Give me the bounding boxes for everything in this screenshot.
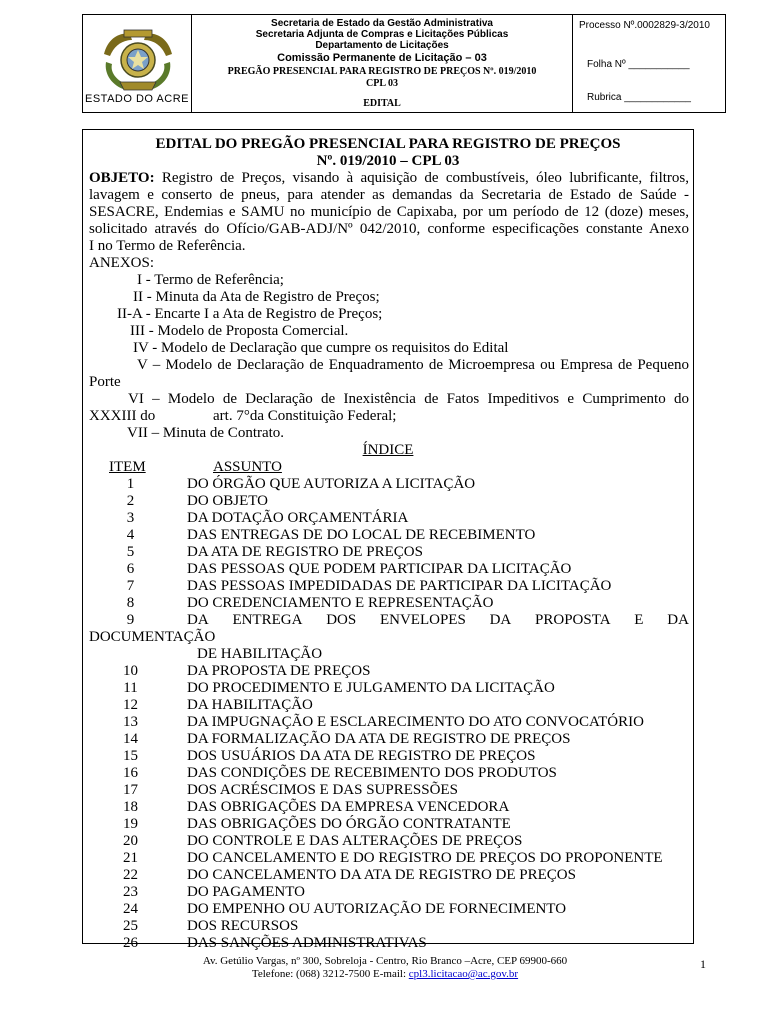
row-word: DOS xyxy=(326,612,357,628)
table-row xyxy=(83,748,693,765)
header-departamento: Departamento de Licitações xyxy=(315,40,449,51)
table-row xyxy=(83,595,693,612)
header-right-box xyxy=(572,14,726,113)
row-subject: DO ÓRGÃO QUE AUTORIZA A LICITAÇÃO xyxy=(187,476,476,492)
row-subject: DA FORMALIZAÇÃO DA ATA DE REGISTRO DE PREÇOS xyxy=(187,731,571,747)
row-number: 20 xyxy=(123,833,138,849)
edital-title: EDITAL DO PREGÃO PRESENCIAL PARA REGISTRO DE PREÇOS xyxy=(155,136,621,152)
row-subject: DAS OBRIGAÇÕES DA EMPRESA VENCEDORA xyxy=(187,799,510,815)
row-number: 19 xyxy=(123,816,138,832)
objeto-line-4: solicitado através do Ofício/GAB-ADJ/Nº 042/2010, conforme especificações constante Anexo xyxy=(89,221,689,237)
rubrica-field: Rubrica ____________ xyxy=(587,92,691,103)
table-row xyxy=(83,731,693,748)
anexo-item: IV - Modelo de Declaração que cumpre os requisitos do Edital xyxy=(133,340,509,356)
row-continuation: DE HABILITAÇÃO xyxy=(197,646,323,662)
row-subject: DO EMPENHO OU AUTORIZAÇÃO DE FORNECIMENTO xyxy=(187,901,567,917)
row-subject: DO PAGAMENTO xyxy=(187,884,305,900)
header-secretaria: Secretaria de Estado da Gestão Administrativa xyxy=(271,18,493,29)
edital-number: Nº. 019/2010 – CPL 03 xyxy=(316,153,460,169)
row-number: 23 xyxy=(123,884,138,900)
anexo-item-continuation: Porte xyxy=(89,374,121,390)
row-number: 26 xyxy=(123,935,138,951)
row-number: 5 xyxy=(126,544,135,560)
footer xyxy=(0,955,770,981)
row-subject: DO CONTROLE E DAS ALTERAÇÕES DE PREÇOS xyxy=(187,833,523,849)
indice-col-assunto: ASSUNTO xyxy=(213,459,282,475)
row-word: PROPOSTA xyxy=(535,612,611,628)
header-pregao: PREGÃO PRESENCIAL PARA REGISTRO DE PREÇOS Nº. 019/2010 xyxy=(227,66,537,77)
anexo-item-continuation: art. 7°da Constituição Federal; xyxy=(213,408,397,424)
header-edital: EDITAL xyxy=(363,98,401,109)
anexo-item: II-A - Encarte I a Ata de Registro de Preços; xyxy=(117,306,383,322)
row-subject: DAS OBRIGAÇÕES DO ÓRGÃO CONTRATANTE xyxy=(187,816,511,832)
row-number: 10 xyxy=(123,663,138,679)
row-subject: DO PROCEDIMENTO E JULGAMENTO DA LICITAÇÃO xyxy=(187,680,555,696)
row-number: 15 xyxy=(123,748,138,764)
table-row xyxy=(83,510,693,527)
header-logo-box xyxy=(82,14,192,113)
row-subject: DA PROPOSTA DE PREÇOS xyxy=(187,663,371,679)
row-subject: DOS ACRÉSCIMOS E DAS SUPRESSÕES xyxy=(187,782,458,798)
table-row xyxy=(83,850,693,867)
row-number: 21 xyxy=(123,850,138,866)
table-row xyxy=(83,612,693,629)
anexo-item: VI – Modelo de Declaração de Inexistência de Fatos Impeditivos e Cumprimento do xyxy=(128,391,689,407)
table-row xyxy=(83,867,693,884)
processo-number: Processo Nº.0002829-3/2010 xyxy=(579,20,710,31)
row-subject: DO CANCELAMENTO E DO REGISTRO DE PREÇOS DO PROPONENTE xyxy=(187,850,663,866)
row-number: 7 xyxy=(126,578,135,594)
row-subject: DA DOTAÇÃO ORÇAMENTÁRIA xyxy=(187,510,409,526)
row-word: ENVELOPES xyxy=(379,612,466,628)
row-number: 3 xyxy=(126,510,135,526)
table-row xyxy=(83,561,693,578)
row-subject: DA IMPUGNAÇÃO E ESCLARECIMENTO DO ATO CONVOCATÓRIO xyxy=(187,714,644,730)
objeto-line-2: lavagem e conserto de pneus, para atender as demandas da Secretaria de Estado de Saúde - xyxy=(89,187,689,203)
table-row xyxy=(83,544,693,561)
row-subject: DA HABILITAÇÃO xyxy=(187,697,313,713)
header-secretaria-adjunta: Secretaria Adjunta de Compras e Licitações Públicas xyxy=(255,29,509,40)
anexos-label: ANEXOS: xyxy=(89,255,155,271)
row-number: 8 xyxy=(126,595,135,611)
table-row xyxy=(83,578,693,595)
header-comissao: Comissão Permanente de Licitação – 03 xyxy=(277,52,487,64)
table-row xyxy=(83,799,693,816)
table-row xyxy=(83,816,693,833)
table-row xyxy=(83,833,693,850)
row-word: DA xyxy=(667,612,689,628)
table-row xyxy=(83,901,693,918)
edital-body xyxy=(82,129,694,951)
table-row xyxy=(83,527,693,544)
anexo-item: II - Minuta da Ata de Registro de Preços; xyxy=(133,289,380,305)
table-row xyxy=(83,884,693,901)
row-number: 16 xyxy=(123,765,138,781)
row-word: DA xyxy=(489,612,512,628)
table-row xyxy=(83,493,693,510)
row-number: 12 xyxy=(123,697,138,713)
email-link[interactable]: cpl3.licitacao@ac.gov.br xyxy=(408,968,519,980)
row-word: DA xyxy=(187,612,209,628)
row-number: 11 xyxy=(123,680,138,696)
row-number: 6 xyxy=(126,561,135,577)
objeto-line-5: I no Termo de Referência. xyxy=(89,238,246,254)
row-subject: DO CANCELAMENTO DA ATA DE REGISTRO DE PREÇOS xyxy=(187,867,576,883)
table-row xyxy=(83,765,693,782)
row-number: 18 xyxy=(123,799,138,815)
row-number: 14 xyxy=(123,731,138,747)
table-row xyxy=(83,935,693,952)
table-row xyxy=(83,918,693,935)
row-subject: DA ATA DE REGISTRO DE PREÇOS xyxy=(187,544,423,560)
folha-field: Folha Nº ___________ xyxy=(587,59,690,70)
table-row xyxy=(83,680,693,697)
row-subject: DAS PESSOAS QUE PODEM PARTICIPAR DA LICITAÇÃO xyxy=(187,561,572,577)
row-word: ENTREGA xyxy=(232,612,303,628)
anexo-item: III - Modelo de Proposta Comercial. xyxy=(130,323,349,339)
row-number: 17 xyxy=(123,782,138,798)
row-subject: DAS PESSOAS IMPEDIDADAS DE PARTICIPAR DA LICITAÇÃO xyxy=(187,578,612,594)
header-center-box xyxy=(191,14,573,113)
page-number: 1 xyxy=(700,957,706,971)
table-row xyxy=(83,476,693,493)
state-label: ESTADO DO ACRE xyxy=(85,93,189,105)
row-subject: DO CREDENCIAMENTO E REPRESENTAÇÃO xyxy=(187,595,494,611)
footer-contact: Telefone: (068) 3212-7500 E-mail: cpl3.licitacao@ac.gov.br xyxy=(251,968,519,980)
header-cpl: CPL 03 xyxy=(366,78,398,89)
anexo-item-continuation: XXXIII do xyxy=(89,408,156,424)
row-continuation: DOCUMENTAÇÃO xyxy=(89,629,216,645)
indice-title: ÍNDICE xyxy=(362,442,414,458)
row-number: 25 xyxy=(123,918,138,934)
table-row xyxy=(83,663,693,680)
row-subject xyxy=(187,612,689,629)
row-number: 2 xyxy=(126,493,135,509)
table-row xyxy=(83,697,693,714)
row-word: E xyxy=(634,612,644,628)
row-number: 4 xyxy=(126,527,135,543)
objeto-label: OBJETO: xyxy=(89,170,155,186)
row-number: 9 xyxy=(126,612,135,628)
row-subject: DOS RECURSOS xyxy=(187,918,299,934)
row-number: 22 xyxy=(123,867,138,883)
objeto-line-1: OBJETO: Registro de Preços, visando à aquisição de combustíveis, óleo lubrificante, filtros, xyxy=(89,170,689,186)
row-number: 24 xyxy=(123,901,138,917)
anexo-item: VII – Minuta de Contrato. xyxy=(127,425,285,441)
indice-col-item: ITEM xyxy=(109,459,146,475)
row-subject: DOS USUÁRIOS DA ATA DE REGISTRO DE PREÇOS xyxy=(187,748,536,764)
row-number: 1 xyxy=(126,476,135,492)
objeto-line-3: SESACRE, Endemias e SAMU no município de Capixaba, por um período de 12 (doze) meses, xyxy=(89,204,689,220)
anexo-item: I - Termo de Referência; xyxy=(137,272,284,288)
row-subject: DAS SANÇÕES ADMINISTRATIVAS xyxy=(187,935,427,951)
anexo-item: V – Modelo de Declaração de Enquadramento de Microempresa ou Empresa de Pequeno xyxy=(137,357,689,373)
row-number: 13 xyxy=(123,714,138,730)
row-subject: DAS ENTREGAS DE DO LOCAL DE RECEBIMENTO xyxy=(187,527,536,543)
table-row xyxy=(83,714,693,731)
table-row xyxy=(83,782,693,799)
row-subject: DAS CONDIÇÕES DE RECEBIMENTO DOS PRODUTOS xyxy=(187,765,557,781)
row-subject: DO OBJETO xyxy=(187,493,268,509)
footer-address: Av. Getúlio Vargas, nº 300, Sobreloja - Centro, Rio Branco –Acre, CEP 69900-660 xyxy=(202,955,568,967)
